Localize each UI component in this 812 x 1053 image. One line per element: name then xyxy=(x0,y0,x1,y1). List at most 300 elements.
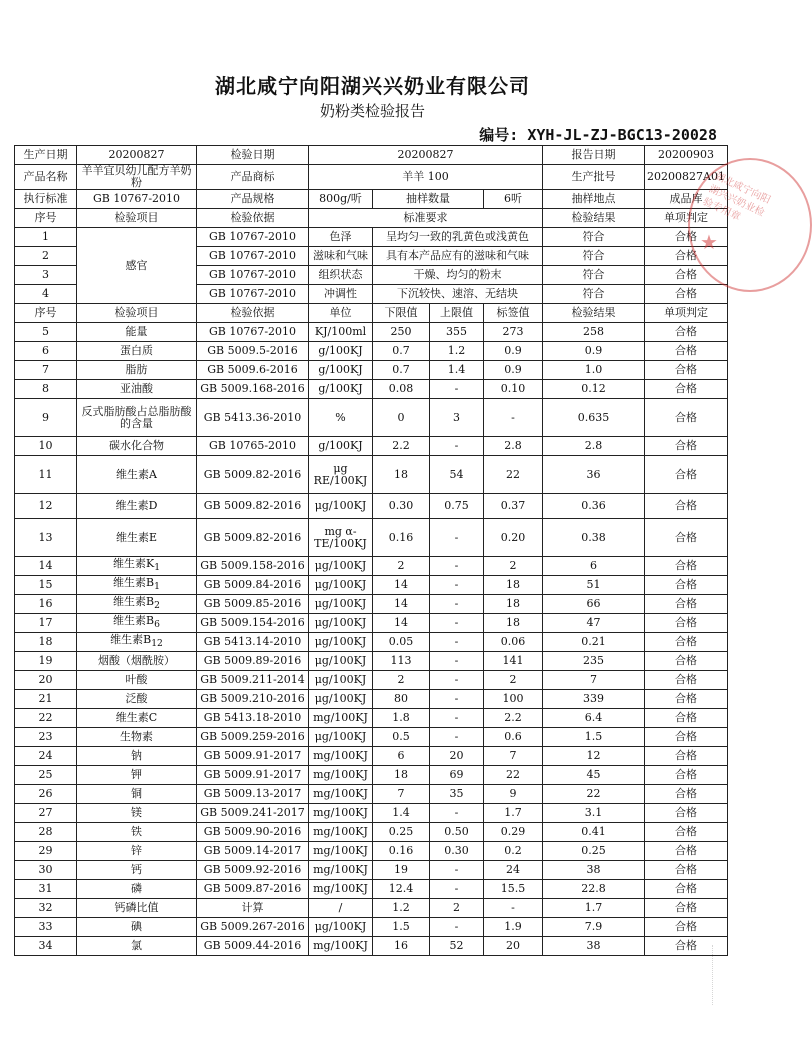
item-cell xyxy=(77,633,197,652)
table-row xyxy=(15,456,728,494)
seq-cell: 15 xyxy=(15,576,77,595)
sensory-header-row xyxy=(15,209,728,228)
upper-cell: - xyxy=(430,380,484,399)
label-cell: 2 xyxy=(484,671,543,690)
lower-cell: 250 xyxy=(373,323,430,342)
table-row xyxy=(15,766,728,785)
seq-cell: 30 xyxy=(15,861,77,880)
attr-cell: 冲调性 xyxy=(309,285,373,304)
upper-cell: - xyxy=(430,918,484,937)
basis-cell: GB 5009.84-2016 xyxy=(197,576,309,595)
upper-cell: 35 xyxy=(430,785,484,804)
lower-cell: 80 xyxy=(373,690,430,709)
lower-cell: 2 xyxy=(373,671,430,690)
item-name: 碳水化合物 xyxy=(109,439,164,452)
item-cell xyxy=(77,576,197,595)
judgement-cell: 合格 xyxy=(645,728,728,747)
label-cell: 18 xyxy=(484,614,543,633)
unit-cell: mg/100KJ xyxy=(309,747,373,766)
batch-value: 20200827A01 xyxy=(645,165,728,190)
item-cell xyxy=(77,747,197,766)
judgement-cell: 合格 xyxy=(645,323,728,342)
table-row xyxy=(15,437,728,456)
unit-cell: μg/100KJ xyxy=(309,671,373,690)
judgement-cell: 合格 xyxy=(645,633,728,652)
result-cell: 符合 xyxy=(543,285,645,304)
sensory-row xyxy=(15,228,728,247)
table-row xyxy=(15,880,728,899)
lower-cell: 2 xyxy=(373,557,430,576)
item-name: 蛋白质 xyxy=(120,344,153,357)
unit-cell: μg/100KJ xyxy=(309,494,373,519)
seq-cell: 29 xyxy=(15,842,77,861)
seq-cell: 5 xyxy=(15,323,77,342)
batch-label: 生产批号 xyxy=(543,165,645,190)
requirement-cell: 下沉较快、速溶、无结块 xyxy=(373,285,543,304)
table-row xyxy=(15,861,728,880)
basis-cell: GB 5009.82-2016 xyxy=(197,494,309,519)
judgement-cell: 合格 xyxy=(645,595,728,614)
item-name: 能量 xyxy=(125,325,148,338)
seq-cell: 18 xyxy=(15,633,77,652)
result-cell: 7.9 xyxy=(543,918,645,937)
item-name: 钠 xyxy=(131,749,142,762)
result-cell: 0.12 xyxy=(543,380,645,399)
judgement-cell: 合格 xyxy=(645,614,728,633)
lower-cell: 18 xyxy=(373,766,430,785)
seq-cell: 26 xyxy=(15,785,77,804)
lower-cell: 16 xyxy=(373,937,430,956)
report-title: 奶粉类检验报告 xyxy=(319,102,425,120)
basis-cell: 计算 xyxy=(197,899,309,918)
item-cell xyxy=(77,494,197,519)
basis-cell: GB 5009.5-2016 xyxy=(197,342,309,361)
item-name: 铜 xyxy=(131,787,142,800)
label-cell: 0.06 xyxy=(484,633,543,652)
basis-cell: GB 5009.210-2016 xyxy=(197,690,309,709)
seq-cell: 10 xyxy=(15,437,77,456)
item-cell xyxy=(77,766,197,785)
basis-cell: GB 5009.91-2017 xyxy=(197,766,309,785)
main-header-row xyxy=(15,304,728,323)
judgement-cell: 合格 xyxy=(645,285,728,304)
lower-cell: 7 xyxy=(373,785,430,804)
label-cell: 0.9 xyxy=(484,361,543,380)
item-name: 烟酸（烟酰胺） xyxy=(98,654,175,667)
item-name: 维生素E xyxy=(115,530,158,544)
table-row xyxy=(15,342,728,361)
judgement-cell: 合格 xyxy=(645,709,728,728)
item-cell xyxy=(77,690,197,709)
upper-cell: - xyxy=(430,652,484,671)
label-cell: 2.8 xyxy=(484,437,543,456)
item-name: 镁 xyxy=(131,806,142,819)
report-table-body xyxy=(15,146,728,956)
result-cell: 符合 xyxy=(543,266,645,285)
item-name: 维生素B xyxy=(110,632,152,646)
report-number: 编号: XYH-JL-ZJ-BGC13-20028 xyxy=(479,126,717,144)
upper-cell: - xyxy=(430,519,484,557)
basis-cell: GB 10765-2010 xyxy=(197,437,309,456)
item-name: 生物素 xyxy=(120,730,153,743)
result-cell: 符合 xyxy=(543,247,645,266)
judgement-cell: 合格 xyxy=(645,399,728,437)
product-name-value: 羊羊宜贝幼儿配方羊奶粉 xyxy=(77,165,197,190)
item-name: 反式脂肪酸占总脂肪酸的含量 xyxy=(81,404,192,430)
requirement-cell: 呈均匀一致的乳黄色或浅黄色 xyxy=(373,228,543,247)
result-cell: 12 xyxy=(543,747,645,766)
item-cell xyxy=(77,918,197,937)
upper-cell: - xyxy=(430,557,484,576)
item-subscript: 1 xyxy=(154,581,160,593)
upper-cell: 52 xyxy=(430,937,484,956)
col-seq: 序号 xyxy=(15,304,77,323)
table-row xyxy=(15,380,728,399)
item-cell xyxy=(77,380,197,399)
unit-cell: mg/100KJ xyxy=(309,861,373,880)
seq-cell: 13 xyxy=(15,519,77,557)
upper-cell: - xyxy=(430,804,484,823)
basis-cell: GB 5413.18-2010 xyxy=(197,709,309,728)
table-row xyxy=(15,899,728,918)
basis-cell: GB 5009.259-2016 xyxy=(197,728,309,747)
info-row-2 xyxy=(15,165,728,190)
item-cell xyxy=(77,671,197,690)
upper-cell: - xyxy=(430,576,484,595)
lower-cell: 18 xyxy=(373,456,430,494)
seq-cell: 17 xyxy=(15,614,77,633)
table-row xyxy=(15,671,728,690)
lower-cell: 0 xyxy=(373,399,430,437)
label-cell: 141 xyxy=(484,652,543,671)
basis-cell: GB 5009.87-2016 xyxy=(197,880,309,899)
item-name: 维生素C xyxy=(115,711,158,724)
result-cell: 0.21 xyxy=(543,633,645,652)
label-cell: 100 xyxy=(484,690,543,709)
item-cell xyxy=(77,557,197,576)
unit-cell: mg/100KJ xyxy=(309,880,373,899)
unit-cell: μg/100KJ xyxy=(309,595,373,614)
item-name: 维生素K xyxy=(112,556,155,570)
result-cell: 38 xyxy=(543,861,645,880)
upper-cell: 0.50 xyxy=(430,823,484,842)
lower-cell: 12.4 xyxy=(373,880,430,899)
col-judgement: 单项判定 xyxy=(645,209,728,228)
stamp-text: 湖北咸宁向阳湖兴兴奶业检验专用章 xyxy=(701,170,772,224)
col-item: 检验项目 xyxy=(77,304,197,323)
basis-cell: GB 5009.267-2016 xyxy=(197,918,309,937)
upper-cell: - xyxy=(430,614,484,633)
label-cell: 0.2 xyxy=(484,842,543,861)
judgement-cell: 合格 xyxy=(645,671,728,690)
seq-cell: 6 xyxy=(15,342,77,361)
result-cell: 0.635 xyxy=(543,399,645,437)
item-cell xyxy=(77,842,197,861)
table-row xyxy=(15,785,728,804)
col-basis: 检验依据 xyxy=(197,304,309,323)
item-cell xyxy=(77,823,197,842)
lower-cell: 2.2 xyxy=(373,437,430,456)
report-date-value: 20200903 xyxy=(645,146,728,165)
result-cell: 339 xyxy=(543,690,645,709)
seq-cell: 2 xyxy=(15,247,77,266)
col-unit: 单位 xyxy=(309,304,373,323)
item-subscript: 1 xyxy=(154,562,161,574)
seq-cell: 8 xyxy=(15,380,77,399)
basis-cell: GB 5009.92-2016 xyxy=(197,861,309,880)
label-cell: 273 xyxy=(484,323,543,342)
item-subscript: 2 xyxy=(154,600,160,612)
col-requirement: 标准要求 xyxy=(309,209,543,228)
lower-cell: 0.16 xyxy=(373,842,430,861)
result-cell: 22.8 xyxy=(543,880,645,899)
item-name: 维生素B xyxy=(113,575,155,589)
result-cell: 0.9 xyxy=(543,342,645,361)
sample-qty-value: 6听 xyxy=(484,190,543,209)
item-name: 维生素B xyxy=(113,613,155,627)
seq-cell: 28 xyxy=(15,823,77,842)
col-lower: 下限值 xyxy=(373,304,430,323)
result-cell: 258 xyxy=(543,323,645,342)
judgement-cell: 合格 xyxy=(645,747,728,766)
item-name: 碘 xyxy=(131,920,142,933)
unit-cell: μg RE/100KJ xyxy=(309,456,373,494)
upper-cell: 355 xyxy=(430,323,484,342)
label-cell: 7 xyxy=(484,747,543,766)
col-result: 检验结果 xyxy=(543,304,645,323)
item-name: 脂肪 xyxy=(125,363,148,376)
judgement-cell: 合格 xyxy=(645,880,728,899)
lower-cell: 0.7 xyxy=(373,361,430,380)
table-row xyxy=(15,690,728,709)
upper-cell: - xyxy=(430,690,484,709)
unit-cell: μg/100KJ xyxy=(309,918,373,937)
table-row xyxy=(15,652,728,671)
info-row-3 xyxy=(15,190,728,209)
upper-cell: 1.2 xyxy=(430,342,484,361)
table-row xyxy=(15,728,728,747)
seq-cell: 22 xyxy=(15,709,77,728)
seq-cell: 12 xyxy=(15,494,77,519)
basis-cell: GB 5009.85-2016 xyxy=(197,595,309,614)
basis-cell: GB 10767-2010 xyxy=(197,266,309,285)
basis-cell: GB 5413.36-2010 xyxy=(197,399,309,437)
label-cell: 2 xyxy=(484,557,543,576)
prod-date-value: 20200827 xyxy=(77,146,197,165)
company-name: 湖北咸宁向阳湖兴兴奶业有限公司 xyxy=(215,74,530,98)
result-cell: 2.8 xyxy=(543,437,645,456)
unit-cell: g/100KJ xyxy=(309,437,373,456)
label-cell: - xyxy=(484,399,543,437)
unit-cell: mg/100KJ xyxy=(309,937,373,956)
seq-cell: 21 xyxy=(15,690,77,709)
unit-cell: μg/100KJ xyxy=(309,728,373,747)
item-cell xyxy=(77,614,197,633)
table-row xyxy=(15,519,728,557)
scan-edge-mark xyxy=(712,945,731,1005)
label-cell: 9 xyxy=(484,785,543,804)
label-cell: 18 xyxy=(484,576,543,595)
upper-cell: - xyxy=(430,861,484,880)
upper-cell: 1.4 xyxy=(430,361,484,380)
report-table xyxy=(14,145,728,956)
table-row xyxy=(15,595,728,614)
report-date-label: 报告日期 xyxy=(543,146,645,165)
upper-cell: - xyxy=(430,671,484,690)
col-upper: 上限值 xyxy=(430,304,484,323)
test-date-value: 20200827 xyxy=(309,146,543,165)
info-row-1 xyxy=(15,146,728,165)
item-cell xyxy=(77,399,197,437)
table-row xyxy=(15,937,728,956)
basis-cell: GB 5009.211-2014 xyxy=(197,671,309,690)
basis-cell: GB 5009.158-2016 xyxy=(197,557,309,576)
seq-cell: 16 xyxy=(15,595,77,614)
col-result: 检验结果 xyxy=(543,209,645,228)
seq-cell: 7 xyxy=(15,361,77,380)
judgement-cell: 合格 xyxy=(645,380,728,399)
brand-value: 羊羊 100 xyxy=(309,165,543,190)
label-cell: 1.9 xyxy=(484,918,543,937)
seq-cell: 4 xyxy=(15,285,77,304)
lower-cell: 0.7 xyxy=(373,342,430,361)
seq-cell: 9 xyxy=(15,399,77,437)
item-name: 锌 xyxy=(131,844,142,857)
result-cell: 6.4 xyxy=(543,709,645,728)
item-subscript: 6 xyxy=(154,619,160,631)
result-cell: 0.25 xyxy=(543,842,645,861)
seq-cell: 27 xyxy=(15,804,77,823)
upper-cell: - xyxy=(430,880,484,899)
unit-cell: mg/100KJ xyxy=(309,785,373,804)
seq-cell: 3 xyxy=(15,266,77,285)
upper-cell: 0.75 xyxy=(430,494,484,519)
lower-cell: 19 xyxy=(373,861,430,880)
label-cell: 0.9 xyxy=(484,342,543,361)
item-cell xyxy=(77,342,197,361)
item-cell xyxy=(77,937,197,956)
unit-cell: mg/100KJ xyxy=(309,709,373,728)
upper-cell: - xyxy=(430,437,484,456)
judgement-cell: 合格 xyxy=(645,823,728,842)
judgement-cell: 合格 xyxy=(645,861,728,880)
lower-cell: 0.16 xyxy=(373,519,430,557)
result-cell: 1.5 xyxy=(543,728,645,747)
judgement-cell: 合格 xyxy=(645,804,728,823)
judgement-cell: 合格 xyxy=(645,247,728,266)
judgement-cell: 合格 xyxy=(645,266,728,285)
item-name: 氯 xyxy=(131,939,142,952)
upper-cell: 54 xyxy=(430,456,484,494)
judgement-cell: 合格 xyxy=(645,899,728,918)
label-cell: 0.6 xyxy=(484,728,543,747)
label-cell: 20 xyxy=(484,937,543,956)
requirement-cell: 干燥、均匀的粉末 xyxy=(373,266,543,285)
product-name-label: 产品名称 xyxy=(15,165,77,190)
lower-cell: 0.05 xyxy=(373,633,430,652)
table-row xyxy=(15,842,728,861)
unit-cell: μg/100KJ xyxy=(309,652,373,671)
unit-cell: g/100KJ xyxy=(309,380,373,399)
result-cell: 36 xyxy=(543,456,645,494)
lower-cell: 6 xyxy=(373,747,430,766)
upper-cell: 3 xyxy=(430,399,484,437)
item-name: 叶酸 xyxy=(125,673,148,686)
sensory-group-cell: 感官 xyxy=(77,228,197,304)
basis-cell: GB 5009.44-2016 xyxy=(197,937,309,956)
result-cell: 38 xyxy=(543,937,645,956)
unit-cell: mg α-TE/100KJ xyxy=(309,519,373,557)
brand-label: 产品商标 xyxy=(197,165,309,190)
item-name: 钙磷比值 xyxy=(114,901,159,914)
item-cell xyxy=(77,519,197,557)
item-name: 钾 xyxy=(131,768,142,781)
upper-cell: 69 xyxy=(430,766,484,785)
unit-cell: % xyxy=(309,399,373,437)
unit-cell: mg/100KJ xyxy=(309,823,373,842)
spec-value: 800g/听 xyxy=(309,190,373,209)
attr-cell: 色泽 xyxy=(309,228,373,247)
item-cell xyxy=(77,728,197,747)
judgement-cell: 合格 xyxy=(645,494,728,519)
basis-cell: GB 10767-2010 xyxy=(197,228,309,247)
item-name: 磷 xyxy=(131,882,142,895)
label-cell: 0.29 xyxy=(484,823,543,842)
col-judgement: 单项判定 xyxy=(645,304,728,323)
unit-cell: μg/100KJ xyxy=(309,690,373,709)
judgement-cell: 合格 xyxy=(645,576,728,595)
upper-cell: 0.30 xyxy=(430,842,484,861)
lower-cell: 14 xyxy=(373,576,430,595)
result-cell: 1.0 xyxy=(543,361,645,380)
unit-cell: μg/100KJ xyxy=(309,576,373,595)
attr-cell: 组织状态 xyxy=(309,266,373,285)
label-cell: 0.10 xyxy=(484,380,543,399)
basis-cell: GB 5009.168-2016 xyxy=(197,380,309,399)
item-name: 维生素B xyxy=(113,594,155,608)
seq-cell: 31 xyxy=(15,880,77,899)
lower-cell: 113 xyxy=(373,652,430,671)
result-cell: 6 xyxy=(543,557,645,576)
item-subscript: 12 xyxy=(151,638,163,650)
judgement-cell: 合格 xyxy=(645,937,728,956)
basis-cell: GB 5009.82-2016 xyxy=(197,456,309,494)
lower-cell: 0.30 xyxy=(373,494,430,519)
table-row xyxy=(15,361,728,380)
result-cell: 7 xyxy=(543,671,645,690)
unit-cell: / xyxy=(309,899,373,918)
table-row xyxy=(15,614,728,633)
judgement-cell: 合格 xyxy=(645,456,728,494)
seq-cell: 19 xyxy=(15,652,77,671)
spec-label: 产品规格 xyxy=(197,190,309,209)
table-row xyxy=(15,557,728,576)
standard-label: 执行标准 xyxy=(15,190,77,209)
upper-cell: - xyxy=(430,709,484,728)
item-name: 维生素A xyxy=(116,467,157,481)
table-row xyxy=(15,494,728,519)
item-cell xyxy=(77,785,197,804)
upper-cell: 20 xyxy=(430,747,484,766)
item-cell xyxy=(77,456,197,494)
unit-cell: mg/100KJ xyxy=(309,842,373,861)
col-label: 标签值 xyxy=(484,304,543,323)
table-row xyxy=(15,323,728,342)
sample-qty-label: 抽样数量 xyxy=(373,190,484,209)
item-cell xyxy=(77,880,197,899)
result-cell: 1.7 xyxy=(543,899,645,918)
item-name: 泛酸 xyxy=(125,692,148,705)
